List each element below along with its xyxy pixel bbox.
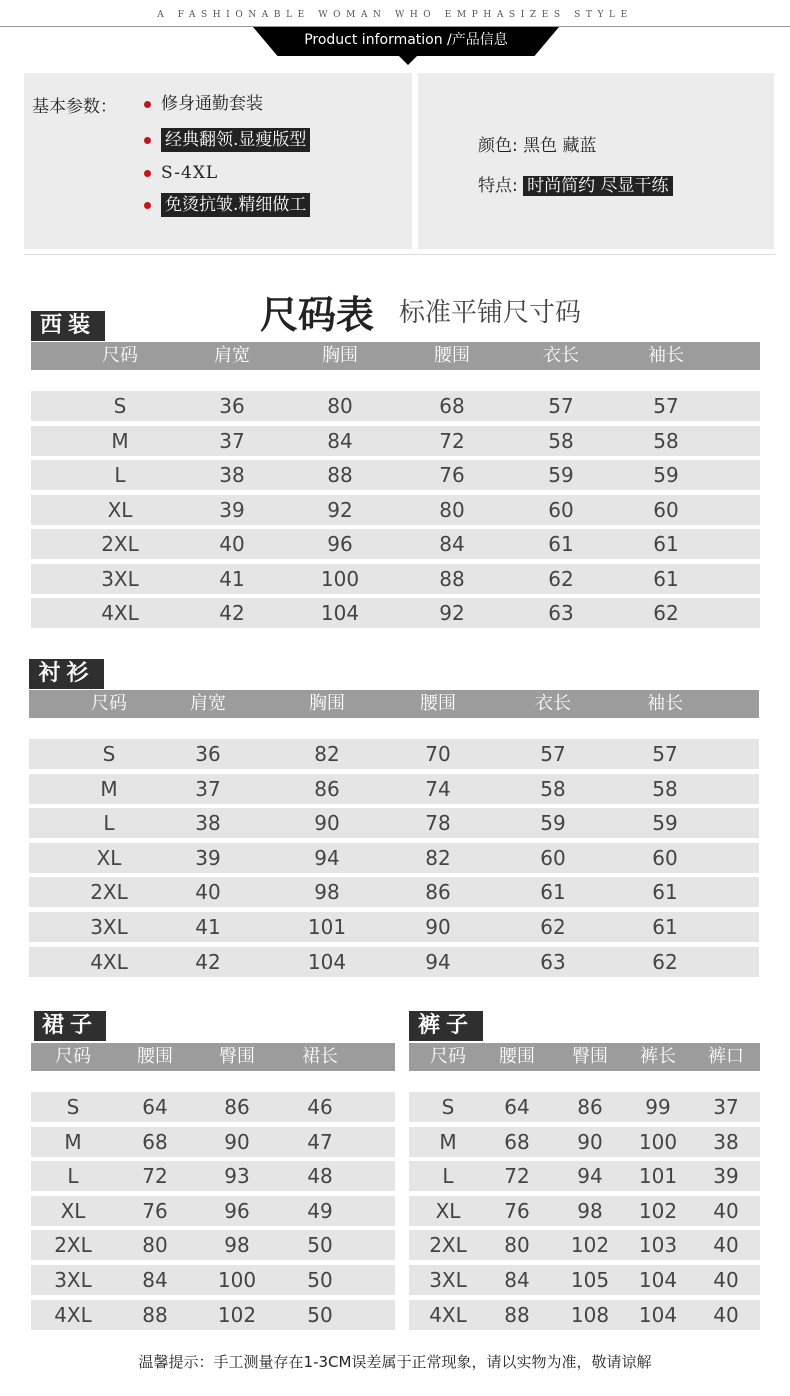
measure-cell: 59 — [548, 463, 574, 487]
measure-cell: 42 — [219, 601, 245, 625]
bullet-dot-icon — [144, 101, 151, 108]
measure-cell: 38 — [219, 463, 245, 487]
column-header: 袖长 — [648, 345, 684, 366]
measure-cell: 86 — [314, 777, 340, 801]
column-header: 腰围 — [137, 1046, 173, 1067]
panel-divider — [24, 254, 776, 255]
measure-cell: 76 — [439, 463, 465, 487]
measure-cell: 57 — [652, 742, 678, 766]
measure-cell: 102 — [638, 1199, 678, 1223]
measure-cell: 40 — [195, 880, 221, 904]
column-header: 臀围 — [572, 1046, 608, 1067]
measure-cell: 101 — [307, 915, 347, 939]
measure-cell: 90 — [425, 915, 451, 939]
measure-cell: 58 — [548, 429, 574, 453]
measure-cell: 40 — [219, 532, 245, 556]
measure-cell: 57 — [540, 742, 566, 766]
column-header: 裤口 — [708, 1046, 744, 1067]
measure-cell: 41 — [195, 915, 221, 939]
measure-cell: 47 — [307, 1130, 333, 1154]
color-label: 颜色: — [478, 136, 518, 156]
param-text-highlighted: 经典翻领.显瘦版型 — [161, 128, 310, 152]
measure-cell: 64 — [504, 1095, 530, 1119]
measure-cell: 84 — [439, 532, 465, 556]
size-cell: XL — [107, 498, 133, 522]
measure-cell: 72 — [504, 1164, 530, 1188]
measure-cell: 59 — [653, 463, 679, 487]
column-header: 衣长 — [543, 345, 579, 366]
param-item — [144, 127, 310, 153]
measure-cell: 41 — [219, 567, 245, 591]
measure-cell: 78 — [425, 811, 451, 835]
column-header: 裙长 — [302, 1046, 338, 1067]
measure-cell: 82 — [425, 846, 451, 870]
size-cell: M — [439, 1130, 457, 1154]
color-value: 黑色 藏蓝 — [523, 136, 597, 156]
measure-cell: 58 — [653, 429, 679, 453]
size-cell: L — [103, 811, 115, 835]
measure-cell: 93 — [224, 1164, 250, 1188]
size-cell: 4XL — [101, 601, 139, 625]
measure-cell: 48 — [307, 1164, 333, 1188]
measure-cell: 90 — [224, 1130, 250, 1154]
measure-cell: 61 — [540, 880, 566, 904]
measure-cell: 64 — [142, 1095, 168, 1119]
skirt-table-header — [31, 1043, 395, 1071]
measure-cell: 62 — [653, 601, 679, 625]
measure-cell: 98 — [314, 880, 340, 904]
measure-cell: 82 — [314, 742, 340, 766]
measure-cell: 68 — [439, 394, 465, 418]
table-row — [31, 1300, 395, 1330]
size-cell: L — [67, 1164, 79, 1188]
table-row — [31, 1092, 395, 1122]
measure-cell: 36 — [195, 742, 221, 766]
measure-cell: 84 — [504, 1268, 530, 1292]
measure-cell: 92 — [327, 498, 353, 522]
measure-cell: 62 — [540, 915, 566, 939]
measure-cell: 86 — [577, 1095, 603, 1119]
table-row — [409, 1230, 760, 1260]
measure-cell: 74 — [425, 777, 451, 801]
measure-cell: 90 — [577, 1130, 603, 1154]
measure-cell: 37 — [713, 1095, 739, 1119]
size-cell: L — [114, 463, 126, 487]
measure-cell: 105 — [570, 1268, 610, 1292]
table-row — [31, 564, 760, 594]
measure-cell: 94 — [577, 1164, 603, 1188]
header-title: Product information /产品信息 — [304, 32, 508, 48]
measure-cell: 61 — [652, 880, 678, 904]
measure-cell: 80 — [504, 1233, 530, 1257]
feature-value: 时尚简约 尽显干练 — [523, 176, 672, 196]
measure-cell: 99 — [645, 1095, 671, 1119]
column-header: 尺码 — [91, 693, 127, 714]
measure-cell: 84 — [327, 429, 353, 453]
measure-cell: 98 — [224, 1233, 250, 1257]
measure-cell: 60 — [548, 498, 574, 522]
column-header: 尺码 — [102, 345, 138, 366]
feature-line — [478, 174, 673, 198]
measure-cell: 50 — [307, 1268, 333, 1292]
table-row — [31, 1127, 395, 1157]
table-row — [29, 947, 759, 977]
measure-cell: 60 — [540, 846, 566, 870]
table-row — [409, 1161, 760, 1191]
measure-cell: 38 — [713, 1130, 739, 1154]
measure-cell: 88 — [327, 463, 353, 487]
measure-cell: 40 — [713, 1233, 739, 1257]
color-line — [478, 134, 597, 158]
table-row — [31, 1230, 395, 1260]
size-cell: 2XL — [54, 1233, 92, 1257]
column-header: 臀围 — [219, 1046, 255, 1067]
measure-cell: 38 — [195, 811, 221, 835]
table-row — [29, 843, 759, 873]
measure-cell: 58 — [540, 777, 566, 801]
measure-cell: 50 — [307, 1303, 333, 1327]
footnote: 温馨提示：手工测量存在1-3CM误差属于正常现象，请以实物为准，敬请谅解 — [138, 1353, 652, 1371]
measure-cell: 61 — [653, 532, 679, 556]
measure-cell: 61 — [652, 915, 678, 939]
measure-cell: 104 — [320, 601, 360, 625]
size-cell: 3XL — [54, 1268, 92, 1292]
column-header: 肩宽 — [214, 345, 250, 366]
measure-cell: 88 — [439, 567, 465, 591]
measure-cell: 84 — [142, 1268, 168, 1292]
measure-cell: 104 — [638, 1268, 678, 1292]
measure-cell: 94 — [425, 950, 451, 974]
size-cell: M — [111, 429, 129, 453]
column-header: 裤长 — [640, 1046, 676, 1067]
column-header: 尺码 — [55, 1046, 91, 1067]
size-chart-subtitle: 标准平铺尺寸码 — [399, 298, 582, 328]
measure-cell: 94 — [314, 846, 340, 870]
measure-cell: 37 — [219, 429, 245, 453]
measure-cell: 96 — [327, 532, 353, 556]
size-cell: S — [441, 1095, 455, 1119]
measure-cell: 102 — [217, 1303, 257, 1327]
measure-cell: 37 — [195, 777, 221, 801]
skirt-table-label: 裙子 — [34, 1011, 106, 1041]
size-cell: 4XL — [54, 1303, 92, 1327]
measure-cell: 40 — [713, 1303, 739, 1327]
suit-table-header — [31, 342, 760, 370]
measure-cell: 68 — [142, 1130, 168, 1154]
measure-cell: 86 — [224, 1095, 250, 1119]
measure-cell: 61 — [548, 532, 574, 556]
table-row — [29, 877, 759, 907]
measure-cell: 63 — [548, 601, 574, 625]
measure-cell: 102 — [570, 1233, 610, 1257]
measure-cell: 59 — [652, 811, 678, 835]
measure-cell: 100 — [320, 567, 360, 591]
table-row — [31, 460, 760, 490]
measure-cell: 80 — [327, 394, 353, 418]
measure-cell: 100 — [217, 1268, 257, 1292]
table-row — [409, 1196, 760, 1226]
table-row — [31, 598, 760, 628]
measure-cell: 86 — [425, 880, 451, 904]
measure-cell: 80 — [142, 1233, 168, 1257]
table-row — [31, 426, 760, 456]
column-header: 胸围 — [309, 693, 345, 714]
table-row — [29, 739, 759, 769]
size-cell: S — [102, 742, 116, 766]
table-row — [31, 391, 760, 421]
measure-cell: 108 — [570, 1303, 610, 1327]
table-row — [29, 808, 759, 838]
column-header: 腰围 — [434, 345, 470, 366]
table-row — [409, 1300, 760, 1330]
measure-cell: 60 — [653, 498, 679, 522]
size-cell: M — [64, 1130, 82, 1154]
table-row — [409, 1127, 760, 1157]
size-cell: XL — [96, 846, 122, 870]
measure-cell: 70 — [425, 742, 451, 766]
size-cell: 3XL — [90, 915, 128, 939]
table-row — [29, 912, 759, 942]
size-cell: L — [442, 1164, 454, 1188]
table-row — [31, 1196, 395, 1226]
measure-cell: 96 — [224, 1199, 250, 1223]
measure-cell: 100 — [638, 1130, 678, 1154]
column-header: 肩宽 — [190, 693, 226, 714]
size-cell: S — [66, 1095, 80, 1119]
measure-cell: 39 — [195, 846, 221, 870]
shirt-table-header — [29, 690, 759, 718]
size-cell: S — [113, 394, 127, 418]
bullet-dot-icon — [144, 202, 151, 209]
measure-cell: 72 — [142, 1164, 168, 1188]
measure-cell: 98 — [577, 1199, 603, 1223]
measure-cell: 49 — [307, 1199, 333, 1223]
table-row — [31, 1265, 395, 1295]
table-row — [31, 495, 760, 525]
measure-cell: 40 — [713, 1268, 739, 1292]
table-row — [31, 1161, 395, 1191]
size-chart-title: 尺码表 — [260, 293, 375, 337]
param-text: 修身通勤套装 — [161, 94, 263, 114]
measure-cell: 57 — [653, 394, 679, 418]
measure-cell: 36 — [219, 394, 245, 418]
measure-cell: 76 — [504, 1199, 530, 1223]
measure-cell: 72 — [439, 429, 465, 453]
measure-cell: 62 — [652, 950, 678, 974]
param-text: S-4XL — [161, 163, 219, 183]
measure-cell: 61 — [653, 567, 679, 591]
measure-cell: 58 — [652, 777, 678, 801]
size-cell: XL — [60, 1199, 86, 1223]
measure-cell: 57 — [548, 394, 574, 418]
size-cell: 2XL — [90, 880, 128, 904]
measure-cell: 60 — [652, 846, 678, 870]
size-cell: 3XL — [429, 1268, 467, 1292]
header-arrow-icon — [399, 56, 417, 65]
pants-table-label: 裤子 — [409, 1011, 483, 1041]
measure-cell: 103 — [638, 1233, 678, 1257]
measure-cell: 46 — [307, 1095, 333, 1119]
size-cell: 2XL — [101, 532, 139, 556]
shirt-table-label: 衬衫 — [29, 659, 104, 689]
column-header: 腰围 — [420, 693, 456, 714]
bullet-dot-icon — [144, 137, 151, 144]
table-row — [31, 529, 760, 559]
measure-cell: 50 — [307, 1233, 333, 1257]
param-item — [144, 160, 218, 186]
measure-cell: 63 — [540, 950, 566, 974]
param-item — [144, 192, 310, 218]
measure-cell: 101 — [638, 1164, 678, 1188]
param-item — [144, 91, 263, 117]
table-row — [409, 1092, 760, 1122]
measure-cell: 80 — [439, 498, 465, 522]
measure-cell: 62 — [548, 567, 574, 591]
measure-cell: 90 — [314, 811, 340, 835]
column-header: 衣长 — [535, 693, 571, 714]
table-row — [409, 1265, 760, 1295]
measure-cell: 59 — [540, 811, 566, 835]
feature-label: 特点: — [478, 176, 518, 196]
measure-cell: 40 — [713, 1199, 739, 1223]
size-cell: 4XL — [429, 1303, 467, 1327]
measure-cell: 92 — [439, 601, 465, 625]
size-cell: XL — [435, 1199, 461, 1223]
color-feature-panel — [418, 73, 774, 249]
measure-cell: 104 — [638, 1303, 678, 1327]
measure-cell: 68 — [504, 1130, 530, 1154]
bullet-dot-icon — [144, 170, 151, 177]
measure-cell: 39 — [219, 498, 245, 522]
measure-cell: 88 — [504, 1303, 530, 1327]
measure-cell: 76 — [142, 1199, 168, 1223]
pants-table-header — [409, 1043, 760, 1071]
column-header: 尺码 — [430, 1046, 466, 1067]
measure-cell: 88 — [142, 1303, 168, 1327]
column-header: 胸围 — [322, 345, 358, 366]
table-row — [29, 774, 759, 804]
size-cell: M — [100, 777, 118, 801]
size-cell: 3XL — [101, 567, 139, 591]
header-tagline: A FASHIONABLE WOMAN WHO EMPHASIZES STYLE — [157, 10, 633, 20]
size-cell: 4XL — [90, 950, 128, 974]
basic-params-label: 基本参数： — [32, 97, 117, 117]
measure-cell: 104 — [307, 950, 347, 974]
param-text-highlighted: 免烫抗皱.精细做工 — [161, 193, 310, 217]
size-cell: 2XL — [429, 1233, 467, 1257]
column-header: 腰围 — [499, 1046, 535, 1067]
suit-table-label: 西装 — [31, 311, 105, 341]
measure-cell: 42 — [195, 950, 221, 974]
column-header: 袖长 — [647, 693, 683, 714]
measure-cell: 39 — [713, 1164, 739, 1188]
